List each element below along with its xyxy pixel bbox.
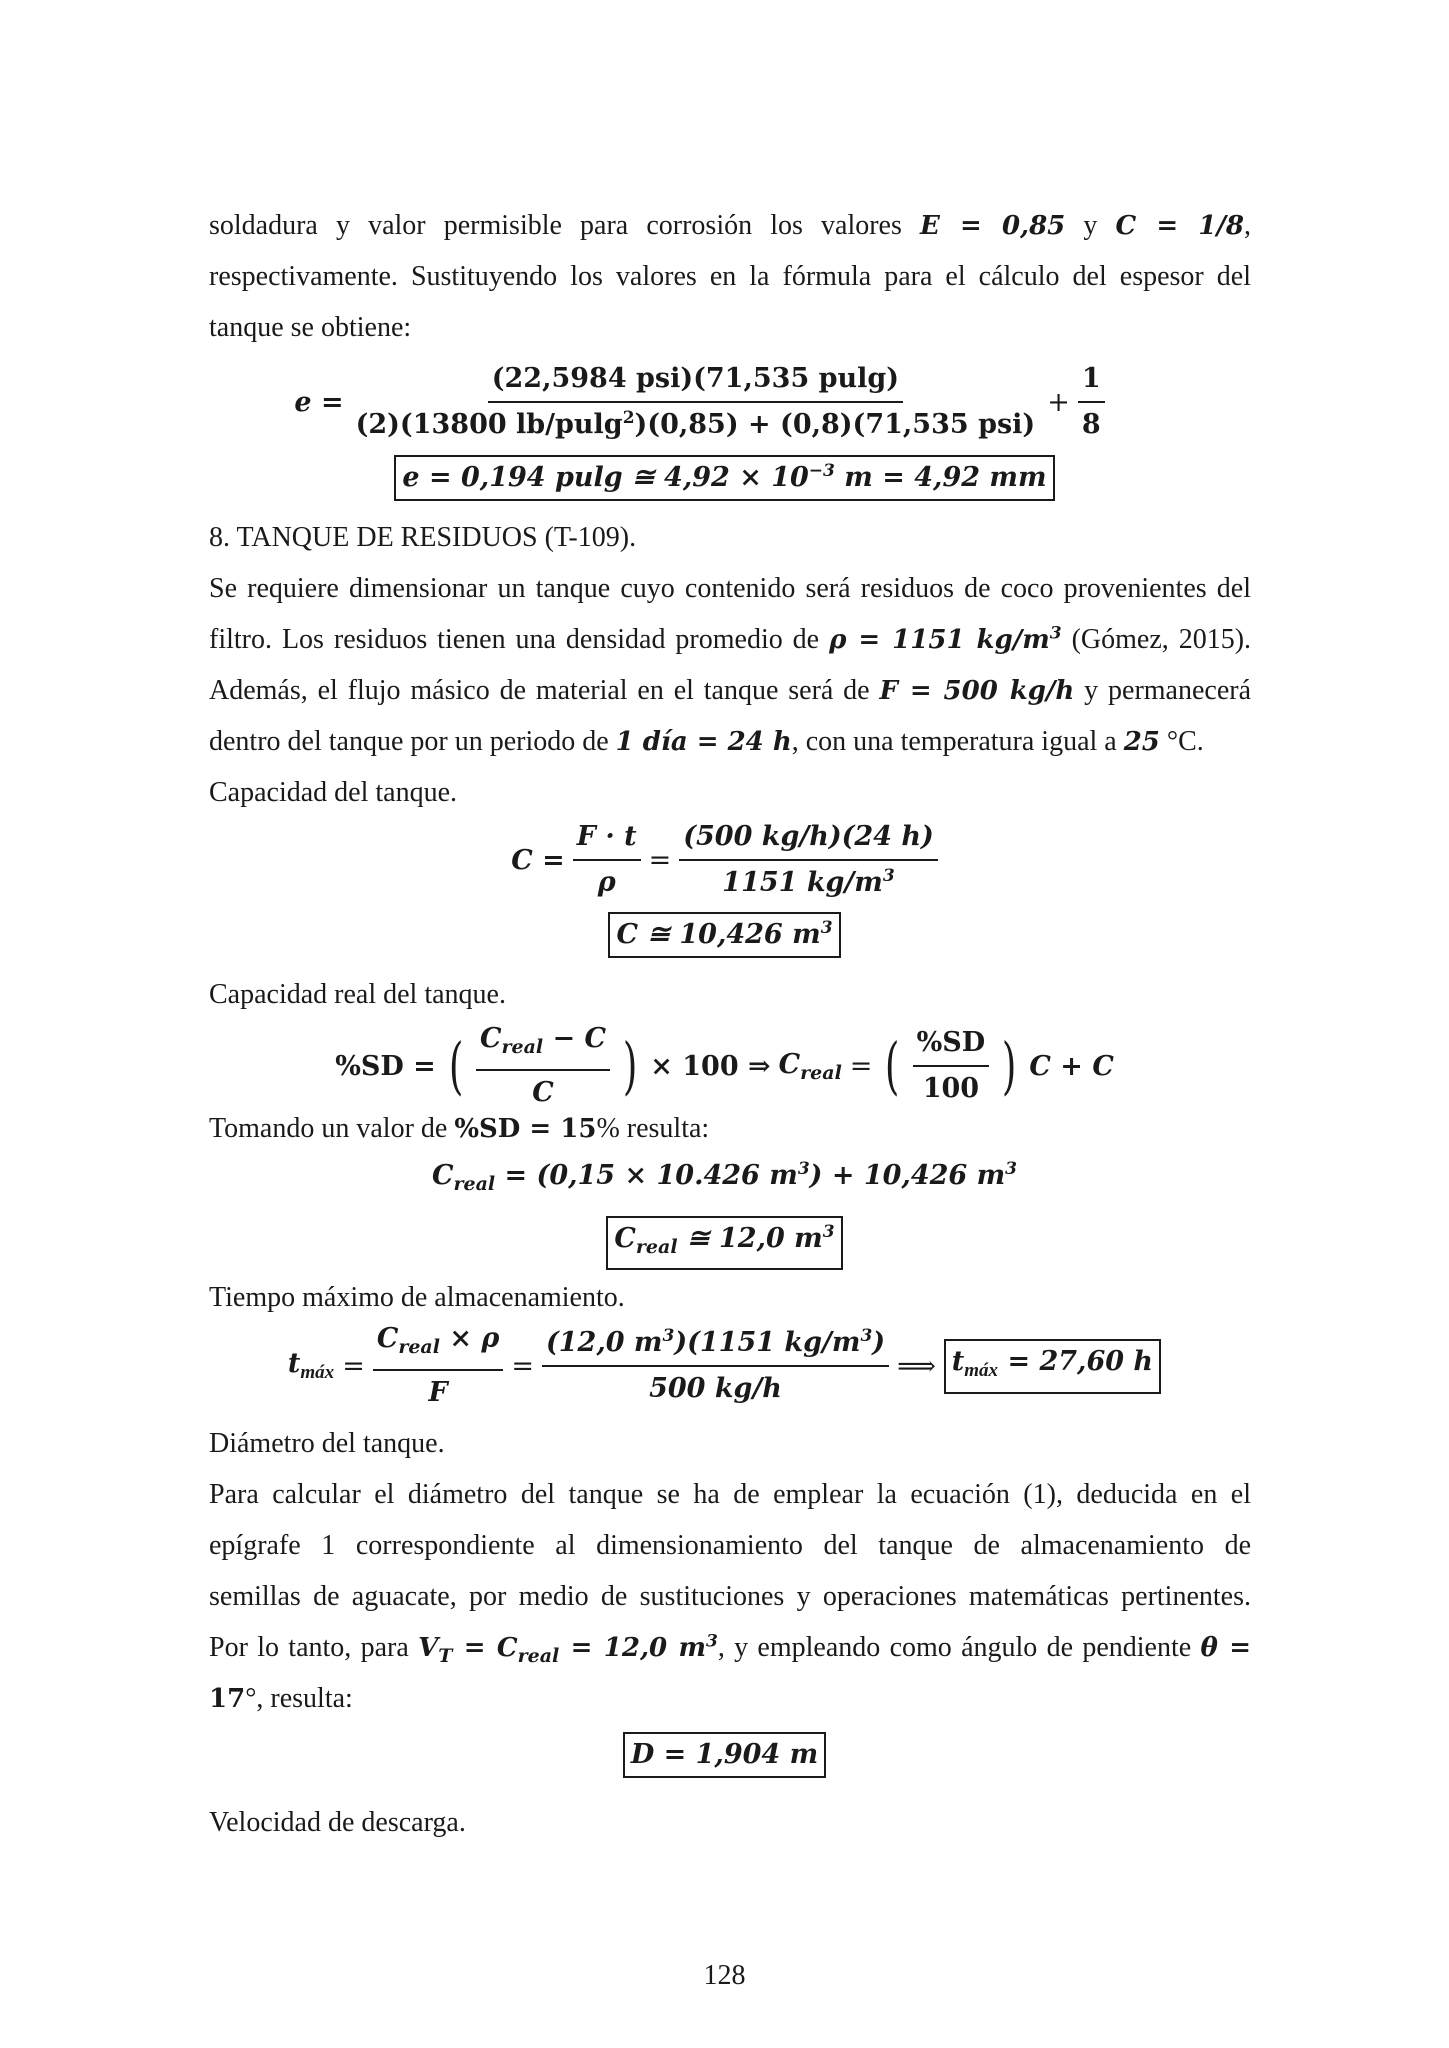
capacity-equation: C = $\frac{F \cdot t}{\rho}$ = $\frac{(500 kg/h)(24 h)}{1151 kg/m^3}$ <box>0 818 1449 902</box>
time-heading: Tiempo máximo de almacenamiento. <box>209 1282 625 1313</box>
para2-line-4: Por lo tanto, para $V_T = C_{real} = 12,0$ $m^3$, y empleando como ángulo de pendiente θ = <box>209 1631 1252 1667</box>
intro-line-1: soldadura y valor permisible para corrosión los valores E = 0,85 y C = 1/8, <box>209 210 1252 241</box>
creal-equation: $C_{real} = (0,15 \times 10.426$ $m^3) + 10,426$ $m^3$ <box>431 1159 1017 1195</box>
capacity-result: C ≅ 10,426 $m^3$ <box>0 912 1449 958</box>
para2-line-1: Para calcular el diámetro del tanque se ha de emplear la ecuación (1), deducida en el <box>209 1479 1251 1510</box>
para1-line-4: dentro del tanque por un periodo de 1 día = 24 h, con una temperatura igual a 25 °C. <box>209 726 1204 757</box>
diameter-heading: Diámetro del tanque. <box>209 1428 445 1459</box>
para2-line-3: semillas de aguacate, por medio de sustituciones y operaciones matemáticas pertinentes. <box>209 1581 1251 1612</box>
capacity-heading: Capacidad del tanque. <box>209 777 458 808</box>
thickness-equation: e = $\frac{\text{(22,5984 psi)(71,535 pulg)}}{(2)(13800 lb/pulg^2)(0,85) + (0,8)(71,535 psi)}$ + $\frac{1}{8}$ <box>0 360 1449 444</box>
para2-line-5: 17°, resulta: <box>209 1683 353 1714</box>
creal-result: $C_{real}$ ≅ 12,0 $m^3$ <box>0 1216 1449 1270</box>
intro-line-3: tanque se obtiene: <box>209 312 412 343</box>
time-equation: $t_{máx}$ = $\frac{C_{real} \times \rho}{F}$ = $\frac{(12,0 m^3)(1151 kg/m^3)}{500 kg/h}$ ⟹ $t_{máx} = 27,60$ h <box>0 1320 1449 1412</box>
para2-line-2: epígrafe 1 correspondiente al dimensionamiento del tanque de almacenamiento de <box>209 1530 1251 1561</box>
section-title: 8. TANQUE DE RESIDUOS (T-109). <box>209 522 637 553</box>
sd-equation: %SD = ( $\frac{C_{real} - C}{C}$ ) × 100 ⇒ $C_{real}$ = ( $\frac{\%SD}{100}$ ) C + C <box>0 1020 1449 1112</box>
para1-line-1: Se requiere dimensionar un tanque cuyo contenido será residuos de coco provenientes del <box>209 573 1251 604</box>
sd-value-line: Tomando un valor de %SD = 15% resulta: <box>209 1113 710 1144</box>
para1-line-2: filtro. Los residuos tienen una densidad promedio de ρ = 1151 $kg/m^3$ (Gómez, 2015). <box>209 623 1252 655</box>
thickness-result: e = 0,194 pulg ≅ $4,92 \times 10^{-3}$ m = 4,92 mm <box>0 455 1449 501</box>
intro-line-2: respectivamente. Sustituyendo los valores en la fórmula para el cálculo del espesor del <box>209 261 1251 292</box>
real-capacity-heading: Capacidad real del tanque. <box>209 979 506 1010</box>
diameter-result: D = 1,904 m <box>0 1732 1449 1778</box>
velocity-heading: Velocidad de descarga. <box>209 1807 466 1838</box>
para1-line-3: Además, el flujo másico de material en el tanque será de F = 500 kg/h y permanecerá <box>209 675 1252 706</box>
page-number: 128 <box>703 1960 746 1991</box>
